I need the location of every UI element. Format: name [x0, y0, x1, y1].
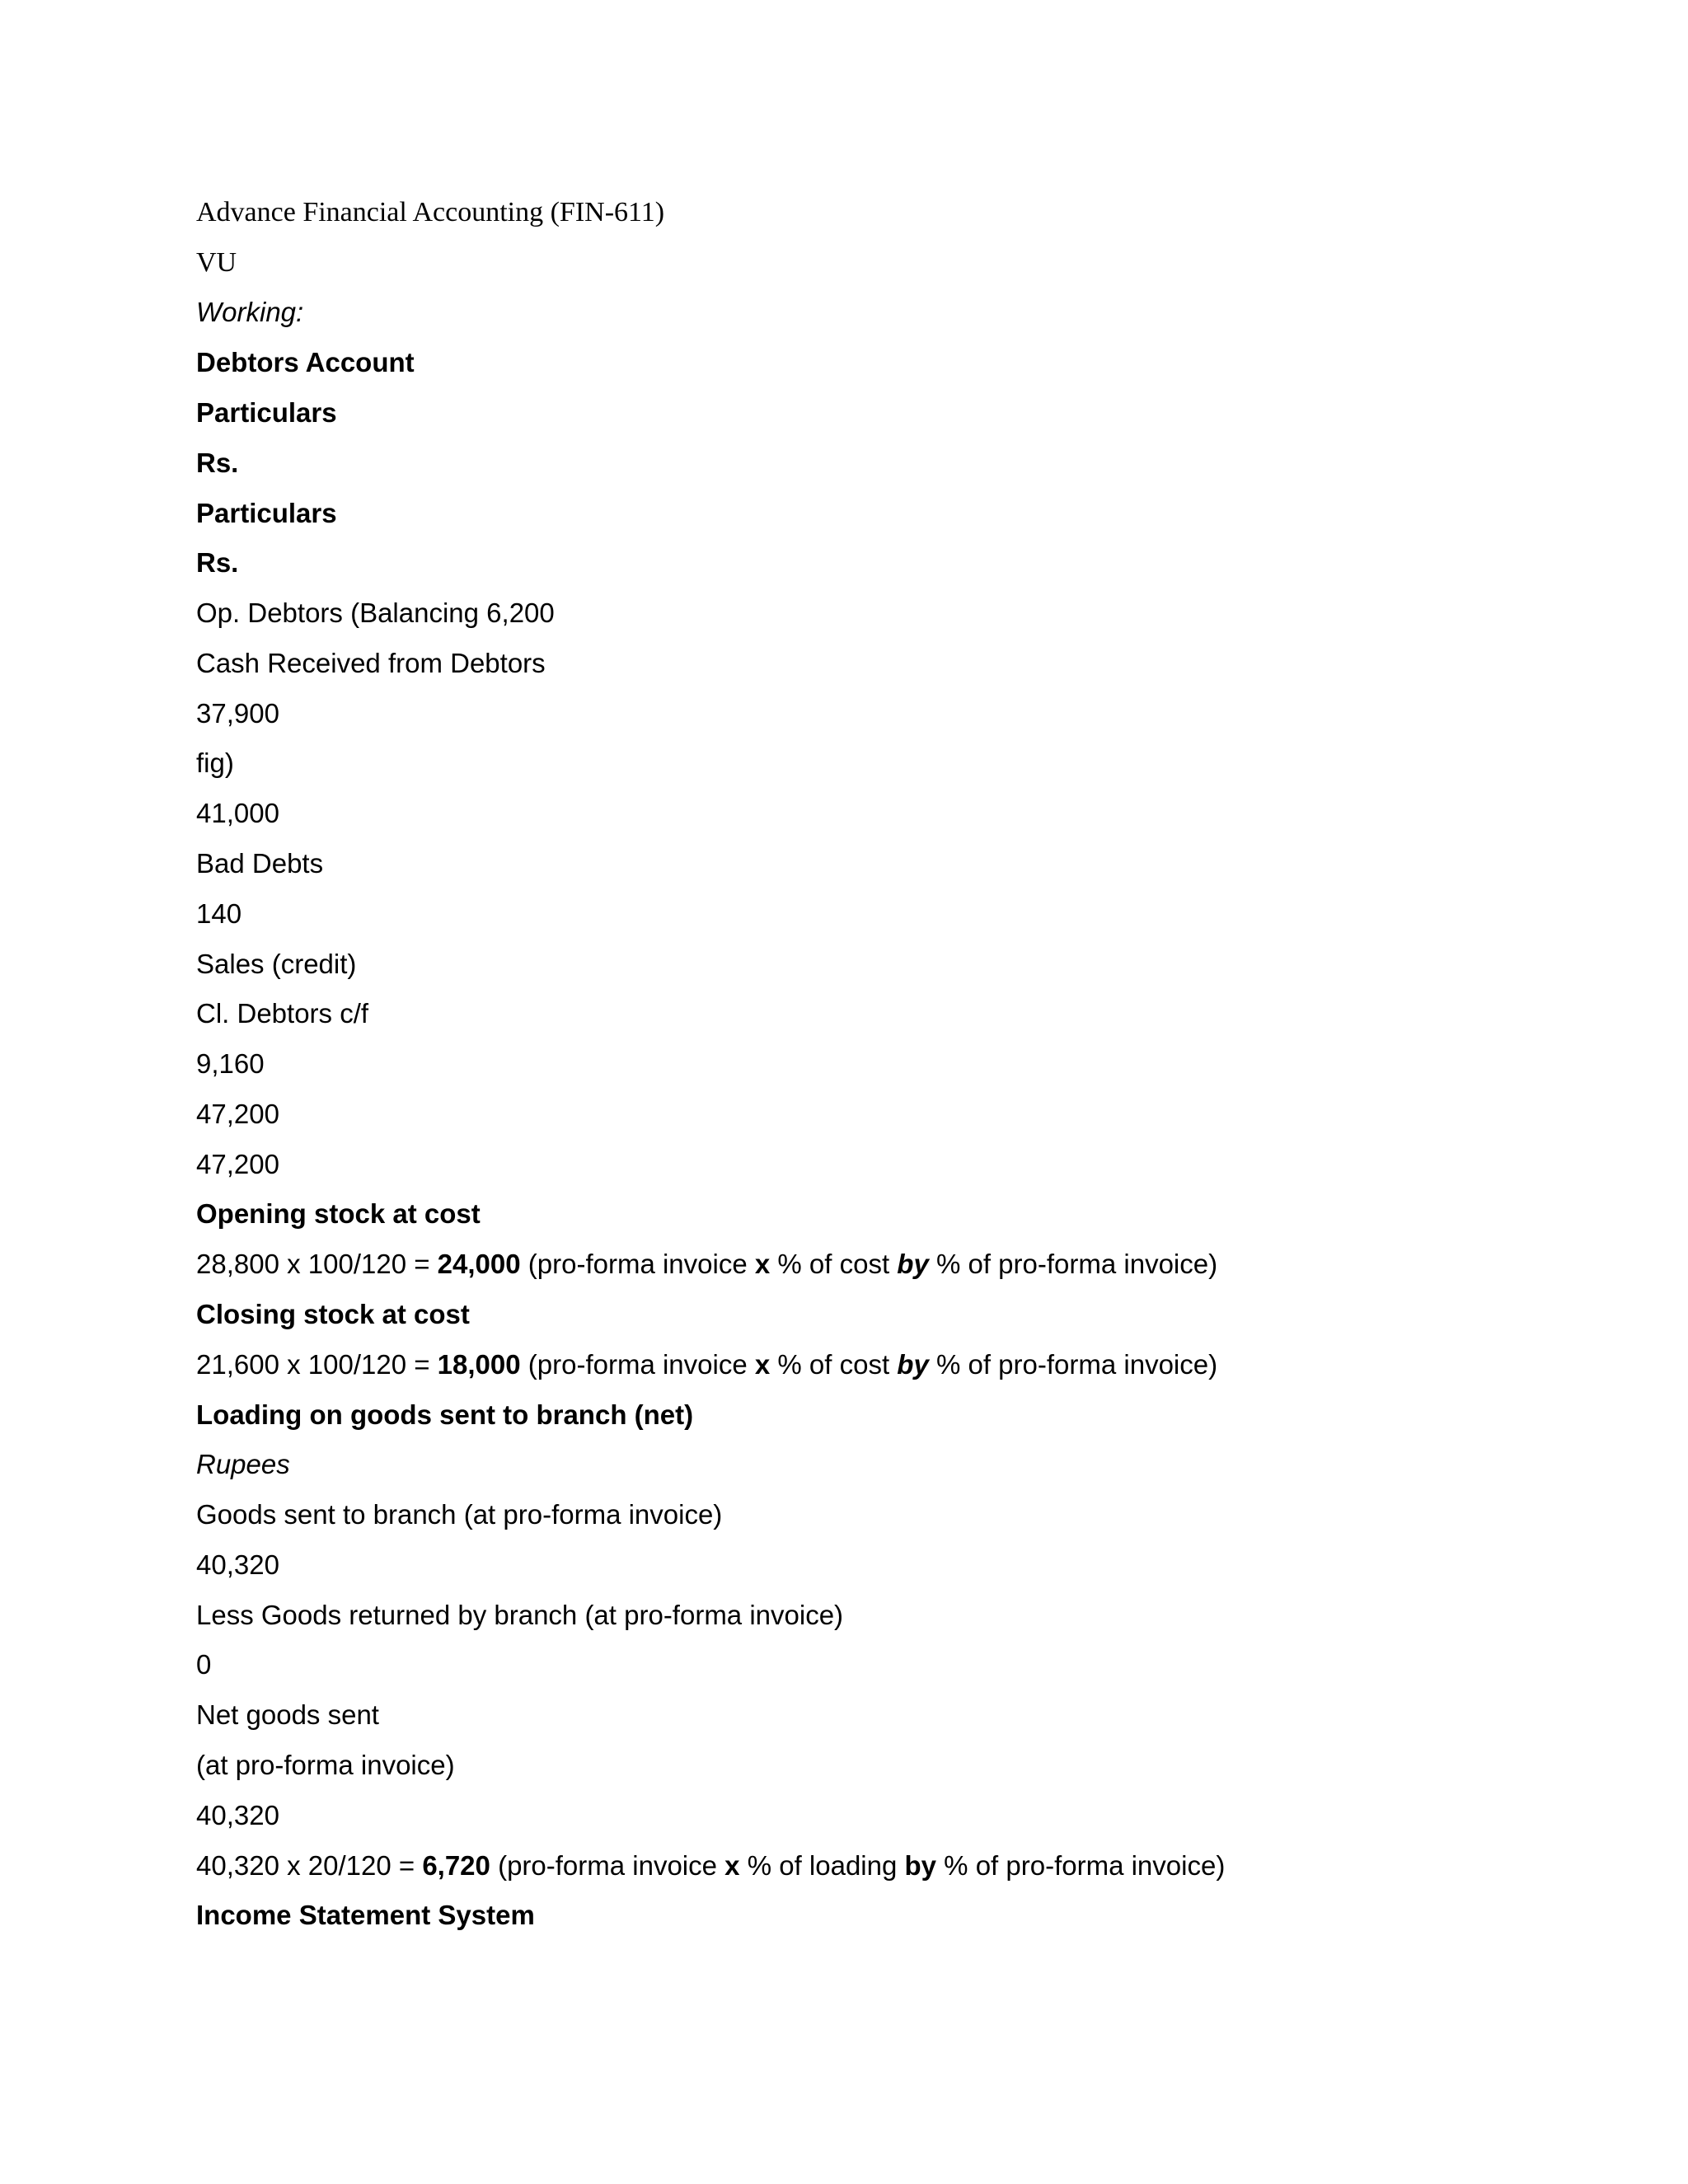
calc-result: 24,000 [437, 1249, 521, 1279]
debtors-line: 41,000 [196, 798, 279, 828]
calc-note: (pro-forma invoice [520, 1349, 755, 1380]
debtors-line: 37,900 [196, 698, 279, 729]
debtors-line: Cl. Debtors c/f [196, 998, 369, 1029]
debtors-line: Op. Debtors (Balancing 6,200 [196, 598, 555, 628]
loading-title: Loading on goods sent to branch (net) [196, 1399, 694, 1430]
loading-line: Less Goods returned by branch (at pro-forma invoice) [196, 1600, 844, 1630]
calc-expression: 40,320 x 20/120 = [196, 1850, 423, 1881]
operator-by: by [904, 1850, 937, 1881]
calc-note: % of loading [739, 1850, 905, 1881]
calc-note: (pro-forma invoice [490, 1850, 725, 1881]
column-header-rs: Rs. [196, 448, 239, 478]
calc-expression: 21,600 x 100/120 = [196, 1349, 438, 1380]
debtors-line: fig) [196, 748, 234, 778]
operator-x: x [754, 1249, 771, 1279]
loading-unit: Rupees [196, 1449, 290, 1479]
debtors-line: Cash Received from Debtors [196, 648, 546, 678]
working-label: Working: [196, 297, 304, 327]
loading-calculation [196, 1849, 1225, 1882]
debtors-line: 47,200 [196, 1149, 279, 1179]
debtors-line: Bad Debts [196, 848, 324, 879]
calc-note: % of pro-forma invoice) [928, 1249, 1218, 1279]
opening-stock-calculation [196, 1248, 1217, 1281]
operator-by: by [897, 1249, 929, 1279]
loading-line: (at pro-forma invoice) [196, 1750, 455, 1780]
debtors-line: Sales (credit) [196, 949, 357, 979]
calc-note: % of pro-forma invoice) [936, 1850, 1226, 1881]
closing-stock-calculation [196, 1348, 1217, 1381]
column-header-rs: Rs. [196, 547, 239, 578]
institution-header: VU [196, 247, 237, 278]
calc-note: % of cost [770, 1349, 898, 1380]
loading-line: Net goods sent [196, 1699, 379, 1730]
debtors-line: 47,200 [196, 1099, 279, 1129]
debtors-line: 9,160 [196, 1048, 265, 1079]
calc-note: (pro-forma invoice [520, 1249, 755, 1279]
loading-line: 40,320 [196, 1549, 279, 1580]
calc-note: % of cost [770, 1249, 898, 1279]
calc-expression: 28,800 x 100/120 = [196, 1249, 438, 1279]
opening-stock-title: Opening stock at cost [196, 1198, 481, 1229]
debtors-account-title: Debtors Account [196, 347, 415, 377]
loading-line: Goods sent to branch (at pro-forma invoice) [196, 1499, 723, 1530]
loading-line: 40,320 [196, 1800, 279, 1830]
calc-result: 18,000 [437, 1349, 521, 1380]
column-header-particulars: Particulars [196, 397, 337, 428]
income-statement-heading: Income Statement System [196, 1900, 535, 1930]
loading-line: 0 [196, 1649, 212, 1680]
debtors-line: 140 [196, 898, 242, 929]
column-header-particulars: Particulars [196, 498, 337, 528]
operator-by: by [897, 1349, 929, 1380]
calc-result: 6,720 [422, 1850, 490, 1881]
course-header: Advance Financial Accounting (FIN-611) [196, 197, 665, 227]
operator-x: x [724, 1850, 740, 1881]
operator-x: x [754, 1349, 771, 1380]
calc-note: % of pro-forma invoice) [928, 1349, 1218, 1380]
closing-stock-title: Closing stock at cost [196, 1299, 470, 1329]
